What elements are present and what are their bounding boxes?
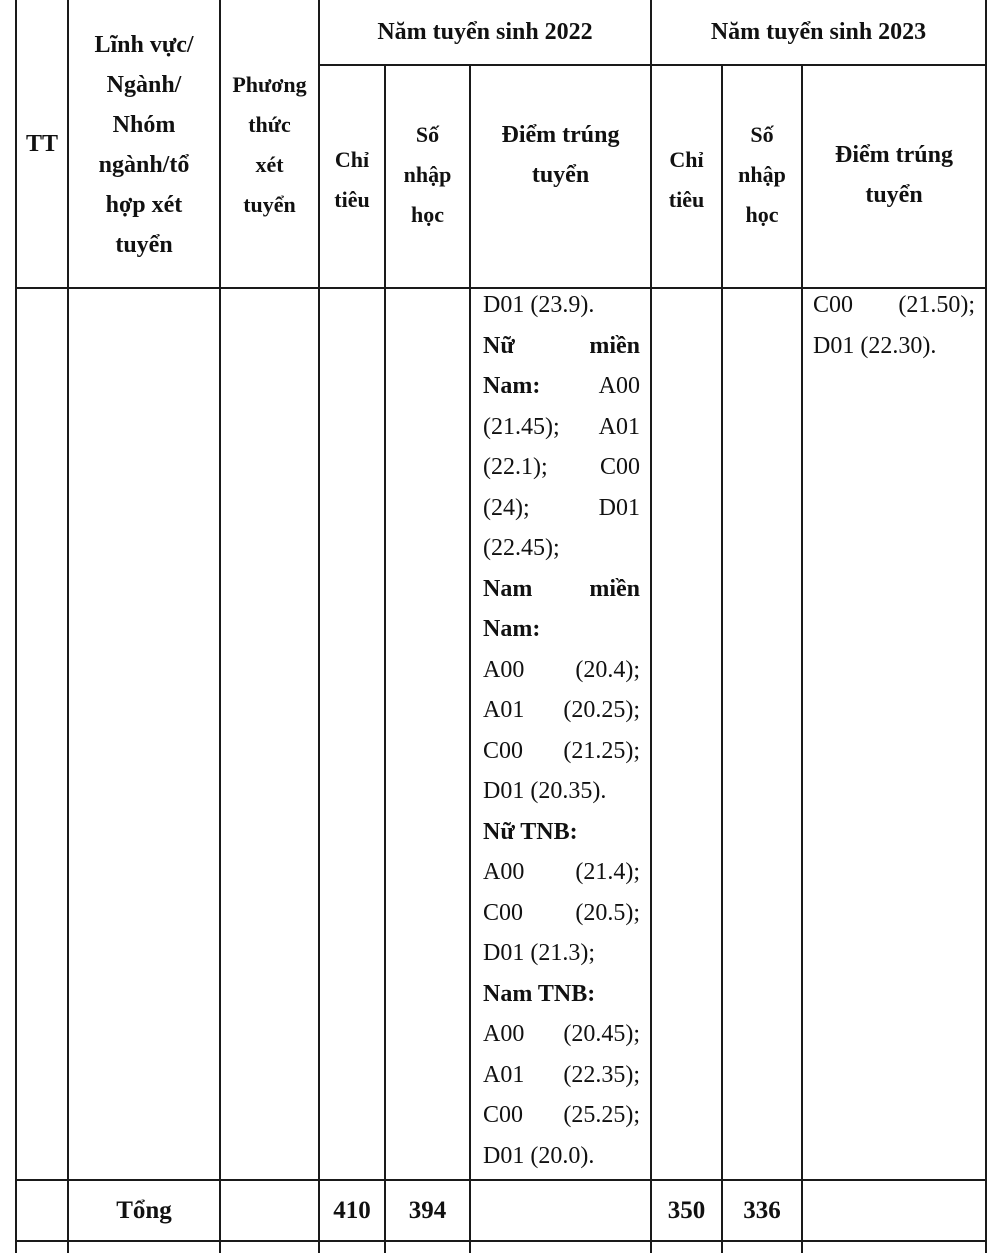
- total-label: Tổng: [116, 1196, 172, 1224]
- header-line: học: [411, 202, 444, 227]
- score-text: D01 (20.0).: [483, 1142, 595, 1169]
- score-text: (20.5);: [575, 899, 640, 926]
- score-line: [483, 974, 640, 1015]
- score-text: (21.45);: [483, 413, 560, 440]
- score-text: Nữ: [483, 332, 515, 359]
- score-text: A00: [598, 373, 640, 399]
- header-field: [69, 20, 219, 270]
- column-divider: [721, 65, 723, 1253]
- score-text: (21.25);: [563, 737, 640, 764]
- header-line: Lĩnh vực/: [94, 32, 194, 58]
- score-line: [483, 893, 640, 934]
- header-line: Phương: [232, 72, 307, 97]
- score-text: (21.50);: [898, 292, 975, 318]
- score-line: [813, 285, 975, 326]
- score-text: (21.4);: [575, 859, 640, 885]
- header-line: Số: [415, 122, 440, 147]
- score-line: [483, 447, 640, 488]
- header-line: Số: [750, 122, 774, 147]
- row-divider: [15, 1240, 987, 1242]
- score-line: [483, 852, 640, 893]
- column-divider: [469, 65, 471, 1253]
- score-text: miền: [589, 332, 640, 359]
- score-2022-cell: [483, 285, 640, 1176]
- score-line: [483, 690, 640, 731]
- table-border: [985, 0, 987, 1253]
- score-text: C00: [813, 292, 854, 318]
- score-line: [483, 1136, 640, 1177]
- header-line: nhập: [403, 162, 452, 187]
- score-text: A01: [483, 697, 525, 723]
- score-line: [483, 933, 640, 974]
- score-line: [483, 650, 640, 691]
- header-line: ngành/tổ: [98, 152, 190, 178]
- total-quota-2023: 350: [667, 1196, 706, 1224]
- score-line: [483, 285, 640, 326]
- header-quota-2022: [320, 120, 384, 240]
- score-text: D01 (23.9).: [483, 292, 595, 318]
- score-text: (22.45);: [483, 535, 560, 561]
- column-divider: [801, 65, 803, 1253]
- header-line: nhập: [738, 162, 786, 187]
- column-divider: [384, 65, 386, 1253]
- score-text: (20.45);: [563, 1021, 640, 1047]
- score-text: Nam TNB:: [483, 980, 596, 1007]
- score-line: [483, 1014, 640, 1055]
- score-text: A00: [483, 859, 525, 885]
- total-enrolled-2023: 336: [743, 1196, 781, 1224]
- header-line: tiêu: [668, 187, 705, 212]
- header-line: Điểm trúng: [501, 122, 620, 148]
- score-text: D01 (22.30).: [813, 332, 937, 359]
- score-text: A00: [483, 1021, 525, 1047]
- total-quota-2022: 410: [333, 1196, 371, 1224]
- score-text: miền: [589, 575, 640, 602]
- row-divider: [318, 64, 987, 66]
- score-text: C00: [599, 454, 640, 480]
- score-text: C00: [483, 899, 524, 926]
- score-text: D01: [598, 494, 640, 521]
- header-line: hợp xét: [105, 192, 183, 218]
- header-score-2022: [471, 110, 650, 200]
- score-text: (25.25);: [563, 1102, 640, 1128]
- score-line: [483, 812, 640, 853]
- header-line: Nhóm: [112, 112, 176, 138]
- score-text: (20.25);: [563, 697, 640, 723]
- header-quota-2023: [652, 120, 721, 240]
- score-text: Nữ TNB:: [483, 818, 578, 845]
- header-method: [221, 60, 318, 230]
- header-year-2022: Năm tuyển sinh 2022: [377, 19, 593, 45]
- score-text: (22.1);: [483, 454, 548, 480]
- score-text: C00: [483, 737, 524, 764]
- score-line: [813, 326, 975, 367]
- score-text: C00: [483, 1102, 524, 1128]
- score-text: A00: [483, 656, 525, 683]
- score-line: [483, 609, 640, 650]
- total-enrolled-2022: 394: [408, 1196, 447, 1224]
- score-line: [483, 366, 640, 407]
- score-text: Nam:: [483, 616, 541, 642]
- header-line: tuyển: [865, 182, 923, 208]
- score-line: [483, 1055, 640, 1096]
- score-line: [483, 488, 640, 529]
- score-text: A01: [598, 413, 640, 440]
- header-line: tiêu: [334, 187, 370, 212]
- score-text: Nam: [483, 575, 533, 602]
- header-enrolled-2022: [386, 110, 469, 240]
- score-text: (22.35);: [563, 1061, 640, 1088]
- score-line: [483, 326, 640, 367]
- score-line: [483, 569, 640, 610]
- header-line: Chỉ: [669, 147, 704, 172]
- header-line: Chỉ: [334, 147, 370, 172]
- header-year-2023: Năm tuyển sinh 2023: [710, 19, 927, 45]
- header-line: tuyển: [243, 192, 296, 217]
- header-line: Điểm trúng: [835, 142, 953, 168]
- score-line: [483, 771, 640, 812]
- header-line: xét: [255, 152, 284, 177]
- score-text: A01: [483, 1061, 525, 1088]
- score-text: D01 (21.3);: [483, 940, 595, 966]
- header-line: tuyển: [115, 232, 173, 258]
- score-text: (24);: [483, 494, 530, 521]
- header-line: Ngành/: [106, 72, 182, 98]
- score-line: [483, 731, 640, 772]
- score-text: Nam:: [483, 373, 541, 399]
- header-enrolled-2023: [723, 110, 801, 240]
- header-score-2023: [803, 130, 985, 220]
- header-line: thức: [248, 112, 291, 137]
- header-line: tuyển: [531, 162, 590, 188]
- score-line: [483, 1095, 640, 1136]
- score-text: (20.4);: [575, 656, 640, 683]
- header-line: học: [745, 202, 779, 227]
- score-line: [483, 528, 640, 569]
- score-2023-cell: [813, 285, 975, 366]
- score-line: [483, 407, 640, 448]
- header-tt: TT: [25, 130, 58, 157]
- score-text: D01 (20.35).: [483, 778, 607, 804]
